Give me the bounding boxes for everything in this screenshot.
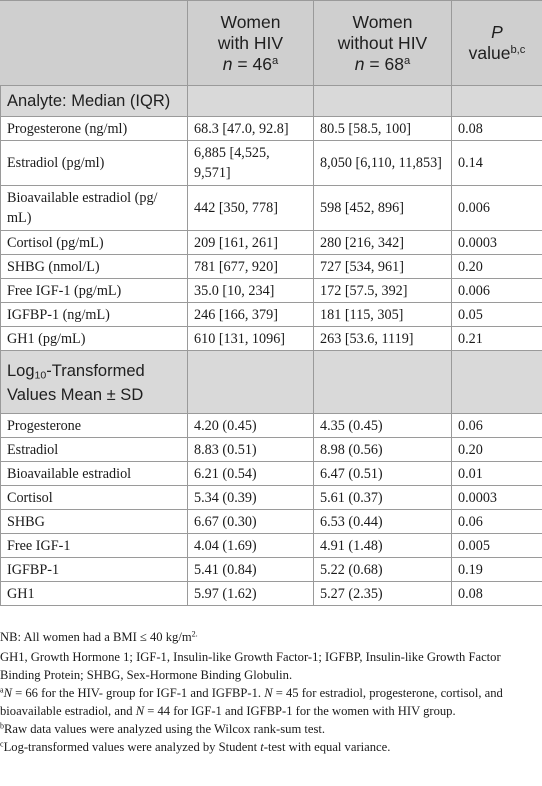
footnote-abbreviations: GH1, Growth Hormone 1; IGF-1, Insulin-like Growth Factor-1; IGFBP, Insulin-like Growth Factor Binding Protein; SHBG, Sex-Hormone Binding Globulin. (0, 650, 501, 682)
header-blank-cell (1, 1, 188, 86)
cell-without-hiv: 4.35 (0.45) (314, 414, 452, 438)
cell-without-hiv: 4.91 (1.48) (314, 534, 452, 558)
row-label: GH1 (pg/mL) (1, 327, 188, 351)
footnote-a-n3: N (135, 704, 145, 718)
row-label: SHBG (nmol/L) (1, 255, 188, 279)
row-label: Cortisol (pg/mL) (1, 231, 188, 255)
cell-without-hiv: 727 [534, 961] (314, 255, 452, 279)
cell-p-value: 0.20 (452, 438, 542, 462)
cell-p-value: 0.005 (452, 534, 542, 558)
header-col4-line2: value (468, 43, 511, 63)
header-women-with-hiv (188, 1, 314, 86)
cell-without-hiv: 181 [115, 305] (314, 303, 452, 327)
table-row (1, 231, 542, 255)
table-row (1, 462, 542, 486)
header-col4-line1: P (491, 22, 503, 42)
cell-with-hiv: 781 [677, 920] (188, 255, 314, 279)
cell-with-hiv: 6.21 (0.54) (188, 462, 314, 486)
table-row (1, 279, 542, 303)
section-empty-cell (314, 86, 452, 117)
cell-without-hiv: 5.27 (2.35) (314, 582, 452, 606)
section2-label-pre: Log (7, 362, 35, 380)
cell-without-hiv: 172 [57.5, 392] (314, 279, 452, 303)
header-col4-sup: b,c (510, 43, 526, 56)
row-label: Estradiol (1, 438, 188, 462)
section-empty-cell (188, 86, 314, 117)
section-label-median: Analyte: Median (IQR) (1, 86, 188, 117)
header-col3-line2: without HIV (337, 32, 428, 53)
table-row (1, 255, 542, 279)
footnote-a-mark: a (0, 685, 4, 695)
cell-with-hiv: 246 [166, 379] (188, 303, 314, 327)
table-row (1, 510, 542, 534)
row-label: Progesterone (ng/ml) (1, 117, 188, 141)
footnote-b-text: Raw data values were analyzed using the Wilcox rank-sum test. (4, 722, 326, 736)
row-label: SHBG (1, 510, 188, 534)
cell-with-hiv: 5.41 (0.84) (188, 558, 314, 582)
footnote-a-n1: N (3, 686, 12, 700)
cell-with-hiv: 442 [350, 778] (188, 186, 314, 231)
cell-with-hiv: 610 [131, 1096] (188, 327, 314, 351)
footnote-a (0, 684, 540, 720)
footnote-nb-sup: 2. (191, 629, 198, 639)
section-empty-cell (314, 351, 452, 414)
header-col2-n-sup: a (271, 54, 279, 67)
cell-without-hiv: 6.47 (0.51) (314, 462, 452, 486)
cell-without-hiv: 8,050 [6,110, 11,853] (314, 141, 452, 186)
table-row (1, 438, 542, 462)
footnote-b (0, 720, 540, 738)
table-row (1, 327, 542, 351)
cell-p-value: 0.0003 (452, 486, 542, 510)
cell-without-hiv: 280 [216, 342] (314, 231, 452, 255)
header-col3-n-label: n (354, 53, 365, 74)
cell-without-hiv: 5.22 (0.68) (314, 558, 452, 582)
row-label: Progesterone (1, 414, 188, 438)
section-row-median (1, 86, 542, 117)
cell-p-value: 0.20 (452, 255, 542, 279)
footnote-a-text3: = 44 for IGF-1 and IGFBP-1 for the women with HIV group. (144, 704, 456, 718)
table-row (1, 534, 542, 558)
table-row (1, 486, 542, 510)
cell-p-value: 0.08 (452, 582, 542, 606)
section2-label-line2: Values Mean ± SD (7, 386, 144, 404)
table-footnotes (0, 628, 540, 756)
cell-p-value: 0.05 (452, 303, 542, 327)
section2-label-sub: 10 (34, 369, 47, 382)
row-label: IGFBP-1 (1, 558, 188, 582)
cell-without-hiv: 5.61 (0.37) (314, 486, 452, 510)
section-row-log10 (1, 351, 542, 414)
cell-without-hiv: 598 [452, 896] (314, 186, 452, 231)
footnote-a-n2: N (264, 686, 273, 700)
section-empty-cell (452, 351, 542, 414)
row-label: Bioavailable estradiol (pg/ mL) (1, 186, 188, 231)
cell-with-hiv: 4.04 (1.69) (188, 534, 314, 558)
cell-with-hiv: 4.20 (0.45) (188, 414, 314, 438)
table-row (1, 117, 542, 141)
row-label: IGFBP-1 (ng/mL) (1, 303, 188, 327)
cell-with-hiv: 35.0 [10, 234] (188, 279, 314, 303)
cell-p-value: 0.08 (452, 117, 542, 141)
cell-with-hiv: 5.34 (0.39) (188, 486, 314, 510)
footnote-c (0, 738, 540, 756)
footnote-c-mark: c (0, 739, 4, 749)
cell-with-hiv: 6,885 [4,525, 9,571] (188, 141, 314, 186)
cell-without-hiv: 80.5 [58.5, 100] (314, 117, 452, 141)
footnote-a-text1: = 66 for the HIV- group for IGF-1 and IGFBP-1. (11, 686, 265, 700)
table-row (1, 558, 542, 582)
row-label: Free IGF-1 (pg/mL) (1, 279, 188, 303)
header-col3-n-value: = 68 (364, 53, 404, 74)
cell-with-hiv: 209 [161, 261] (188, 231, 314, 255)
cell-p-value: 0.21 (452, 327, 542, 351)
header-col2-n-label: n (222, 53, 233, 74)
footnote-c-text2: -test with equal variance. (263, 740, 391, 754)
table-row (1, 303, 542, 327)
header-col3-n-sup: a (403, 54, 411, 67)
cell-p-value: 0.19 (452, 558, 542, 582)
cell-p-value: 0.06 (452, 414, 542, 438)
header-col2-line2: with HIV (217, 32, 284, 53)
cell-p-value: 0.01 (452, 462, 542, 486)
row-label: Free IGF-1 (1, 534, 188, 558)
table-row (1, 186, 542, 231)
table-row (1, 414, 542, 438)
footnote-nb (0, 628, 540, 646)
cell-p-value: 0.14 (452, 141, 542, 186)
cell-with-hiv: 8.83 (0.51) (188, 438, 314, 462)
section-empty-cell (452, 86, 542, 117)
cell-without-hiv: 6.53 (0.44) (314, 510, 452, 534)
table-row (1, 582, 542, 606)
section-label-log10 (1, 351, 188, 414)
cell-p-value: 0.06 (452, 510, 542, 534)
header-p-value (452, 1, 542, 86)
cell-p-value: 0.0003 (452, 231, 542, 255)
table-row (1, 141, 542, 186)
cell-with-hiv: 68.3 [47.0, 92.8] (188, 117, 314, 141)
table-header-row (1, 1, 542, 86)
row-label: Bioavailable estradiol (1, 462, 188, 486)
header-col2-line1: Women (220, 11, 281, 32)
section-empty-cell (188, 351, 314, 414)
row-label: Estradiol (pg/ml) (1, 141, 188, 186)
footnote-a-text2: = 45 for estradiol, progesterone, cortisol, and bioavailable estradiol, and (0, 686, 503, 718)
footnote-c-t: t (260, 740, 264, 754)
footnote-b-mark: b (0, 721, 5, 731)
footnote-c-text1: Log-transformed values were analyzed by Student (3, 740, 261, 754)
header-col3-line1: Women (352, 11, 413, 32)
cell-p-value: 0.006 (452, 186, 542, 231)
cell-without-hiv: 263 [53.6, 1119] (314, 327, 452, 351)
section2-label-post: -Transformed (46, 362, 145, 380)
header-col2-n-value: = 46 (232, 53, 272, 74)
cell-without-hiv: 8.98 (0.56) (314, 438, 452, 462)
row-label: GH1 (1, 582, 188, 606)
footnote-nb-text: NB: All women had a BMI ≤ 40 kg/m (0, 630, 192, 644)
cell-with-hiv: 5.97 (1.62) (188, 582, 314, 606)
row-label: Cortisol (1, 486, 188, 510)
header-women-without-hiv (314, 1, 452, 86)
cell-with-hiv: 6.67 (0.30) (188, 510, 314, 534)
cell-p-value: 0.006 (452, 279, 542, 303)
